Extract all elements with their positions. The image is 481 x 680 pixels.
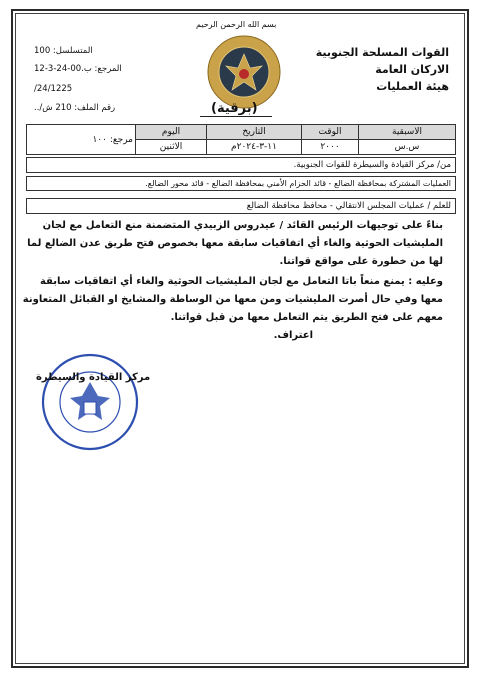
- file-number: رقم الملف: 210 ش/..: [34, 103, 116, 113]
- to-row: العمليات المشتركة بمحافظة الضالع - قائد الحزام الأمني بمحافظة الضالع - قائد محور الضالع.: [26, 176, 456, 191]
- cc-row: للعلم / عمليات المجلس الانتقالي - محافظ محافظة الضالع: [26, 198, 456, 214]
- message-info-table: [26, 124, 456, 155]
- org-line-1: القوات المسلحة الجنوبية: [315, 46, 449, 59]
- council-emblem-icon: [206, 34, 282, 110]
- date-label: التاريخ: [207, 125, 302, 140]
- time-value: ٢٠٠٠: [302, 140, 359, 155]
- precedence-value: س.س: [359, 140, 456, 155]
- document-title: (برقية): [211, 101, 258, 116]
- official-stamp-icon: [40, 352, 140, 452]
- signature-label: مركز القيادة والسيطرة: [36, 372, 151, 383]
- closing-text: اعتراف.: [273, 330, 313, 341]
- day-value: الاثنين: [136, 140, 207, 155]
- table-reference: مرجع: ١٠٠: [27, 125, 136, 155]
- reference-code: 24/1225/: [34, 84, 73, 94]
- title-underline: [200, 116, 272, 117]
- basmala: بسم الله الرحمن الرحيم: [196, 20, 277, 29]
- day-label: اليوم: [136, 125, 207, 140]
- date-value: ١١-٣-٢٠٢٤م: [207, 140, 302, 155]
- reference-number: المرجع: ب.00-24-3-12: [34, 64, 122, 74]
- from-row: من/ مركز القيادة والسيطرة للقوات الجنوبية.: [26, 157, 456, 173]
- body-line-2: المليشيات الحوثية والغاء أي اتفاقيات سابقة معها بخصوص فتح طريق عدن الضالع لما: [27, 238, 443, 249]
- body-line-6: معهم على فتح الطريق يتم التعامل معها من قبل قواتنا.: [170, 312, 443, 323]
- table-row: [27, 125, 456, 140]
- body-line-4: وعليه : يمنع منعاً باتا التعامل مع لجان المليشيات الحوثية والغاء أي اتفاقيات سابقة: [39, 276, 443, 287]
- time-label: الوقت: [302, 125, 359, 140]
- body-line-3: لها من خطورة على مواقع قواتنا.: [279, 256, 443, 267]
- org-line-3: هيئة العمليات: [376, 80, 449, 93]
- precedence-label: الاسبقية: [359, 125, 456, 140]
- serial-number: المتسلسل: 100: [34, 46, 93, 56]
- org-line-2: الاركان العامة: [375, 63, 449, 76]
- body-line-1: بناءً على توجيهات الرئيس القائد / عيدروس الزبيدي المتضمنة منع التعامل مع لجان: [42, 220, 443, 231]
- body-line-5: معها وفي حال أصرت المليشيات ومن معها من الوساطة والمشايخ او القبائل المتعاونة: [22, 294, 443, 305]
